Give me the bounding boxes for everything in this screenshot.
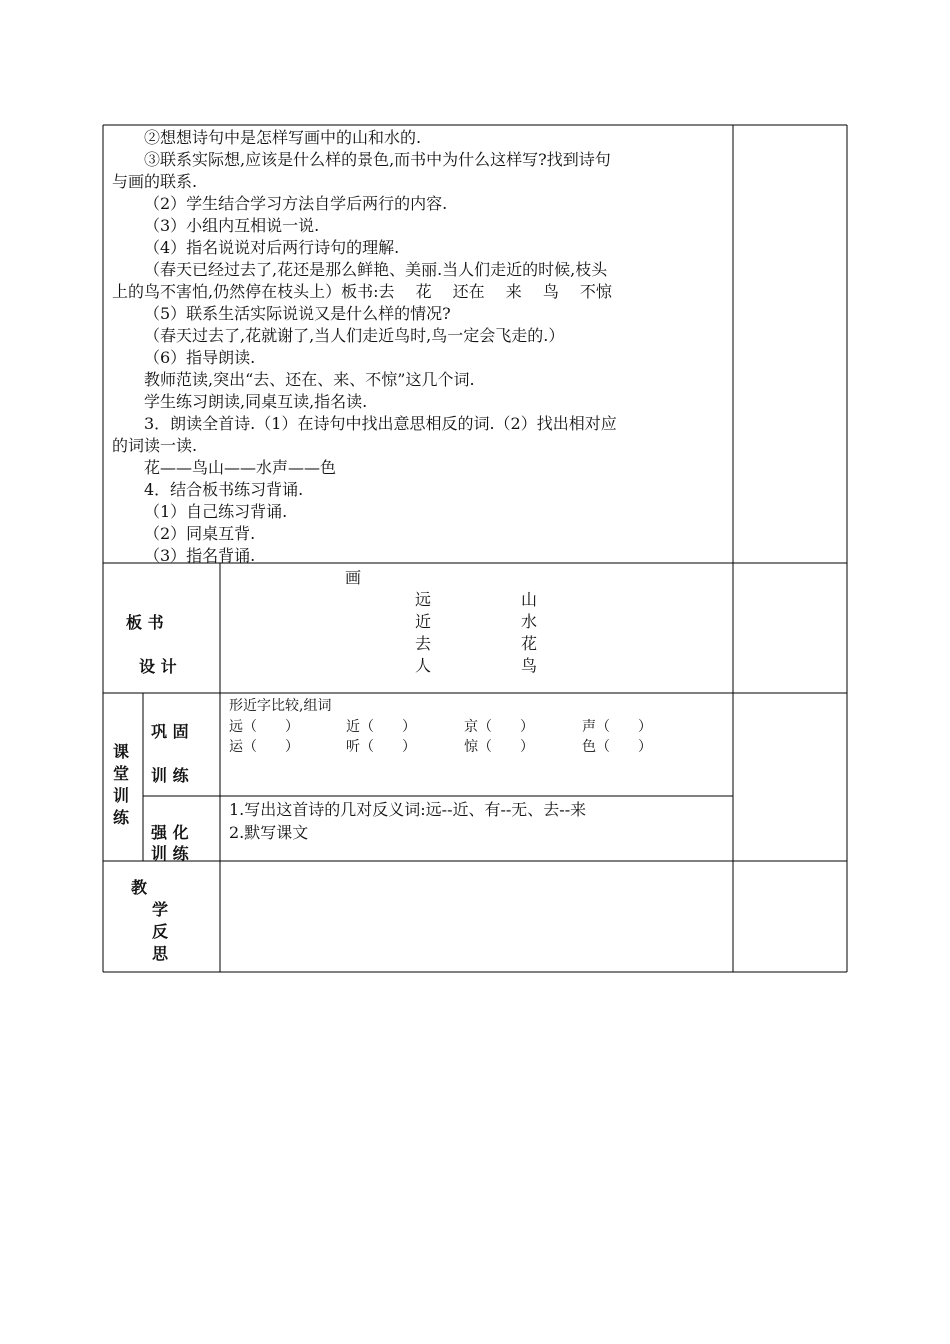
process-line: 花——鸟山——水声——色 [144,458,337,477]
board-word: 人 [415,656,432,675]
process-line: （春天过去了,花就谢了,当人们走近鸟时,鸟一定会飞走的.） [144,326,565,345]
board-design-label: 设 计 [139,657,177,676]
process-line: 3．朗读全首诗.（1）在诗句中找出意思相反的词.（2）找出相对应 [144,414,617,433]
word-pair-item: 惊（ ） [464,739,534,755]
process-line: 教师范读,突出“去、还在、来、不惊”这几个词. [144,370,475,389]
process-line: （2）同桌互背. [144,524,256,543]
process-line: ②想想诗句中是怎样写画中的山和水的. [144,128,422,147]
process-line: （3）指名背诵. [144,546,256,565]
word-pair-item: 色（ ） [582,739,652,755]
process-line: 4．结合板书练习背诵. [144,480,304,499]
process-line: 学生练习朗读,同桌互读,指名读. [144,392,368,411]
reinforcement-line: 2.默写课文 [229,823,309,842]
training-label-char: 课 [113,742,130,761]
process-line: ③联系实际想,应该是什么样的景色,而书中为什么这样写?找到诗句 [144,150,611,169]
consolidation-heading: 形近字比较,组词 [229,698,332,714]
board-word: 远 [415,590,432,609]
board-word: 水 [521,612,538,631]
word-pair-item: 近（ ） [346,719,416,735]
board-design-label: 板 书 [126,613,164,632]
consolidation-label: 巩 固 [151,722,189,741]
process-line: 上的鸟不害怕,仍然停在枝头上）板书:去 花 还在 来 鸟 不惊 [112,282,612,301]
reinforcement-label: 训 练 [151,844,189,863]
training-label-char: 堂 [113,764,130,783]
process-line: （4）指名说说对后两行诗句的理解. [144,238,400,257]
reflection-label-char: 思 [152,944,169,963]
word-pair-item: 声（ ） [582,719,652,735]
board-word: 山 [521,590,538,609]
process-line: 的词读一读. [112,436,198,455]
board-word: 花 [521,634,538,653]
consolidation-label: 训 练 [151,766,189,785]
board-word: 鸟 [521,656,538,675]
board-word: 近 [415,612,432,631]
process-line: （6）指导朗读. [144,348,256,367]
process-line: （春天已经过去了,花还是那么鲜艳、美丽.当人们走近的时候,枝头 [144,260,608,279]
word-pair-item: 远（ ） [229,719,299,735]
reinforcement-label: 强 化 [151,823,189,842]
reflection-label-char: 反 [152,922,169,941]
board-title: 画 [345,568,362,587]
word-pair-item: 运（ ） [229,739,299,755]
process-line: （3）小组内互相说一说. [144,216,320,235]
reflection-label-char: 教 [131,878,148,897]
reinforcement-line: 1.写出这首诗的几对反义词:远--近、有--无、去--来 [229,800,587,819]
training-label-char: 练 [113,808,130,827]
reflection-label-char: 学 [152,900,169,919]
process-line: （1）自己练习背诵. [144,502,288,521]
word-pair-item: 听（ ） [346,739,416,755]
board-word: 去 [415,634,432,653]
training-label-char: 训 [113,786,130,805]
process-line: 与画的联系. [112,172,198,191]
process-line: （5）联系生活实际说说又是什么样的情况? [144,304,451,323]
word-pair-item: 京（ ） [464,719,534,735]
process-line: （2）学生结合学习方法自学后两行的内容. [144,194,448,213]
